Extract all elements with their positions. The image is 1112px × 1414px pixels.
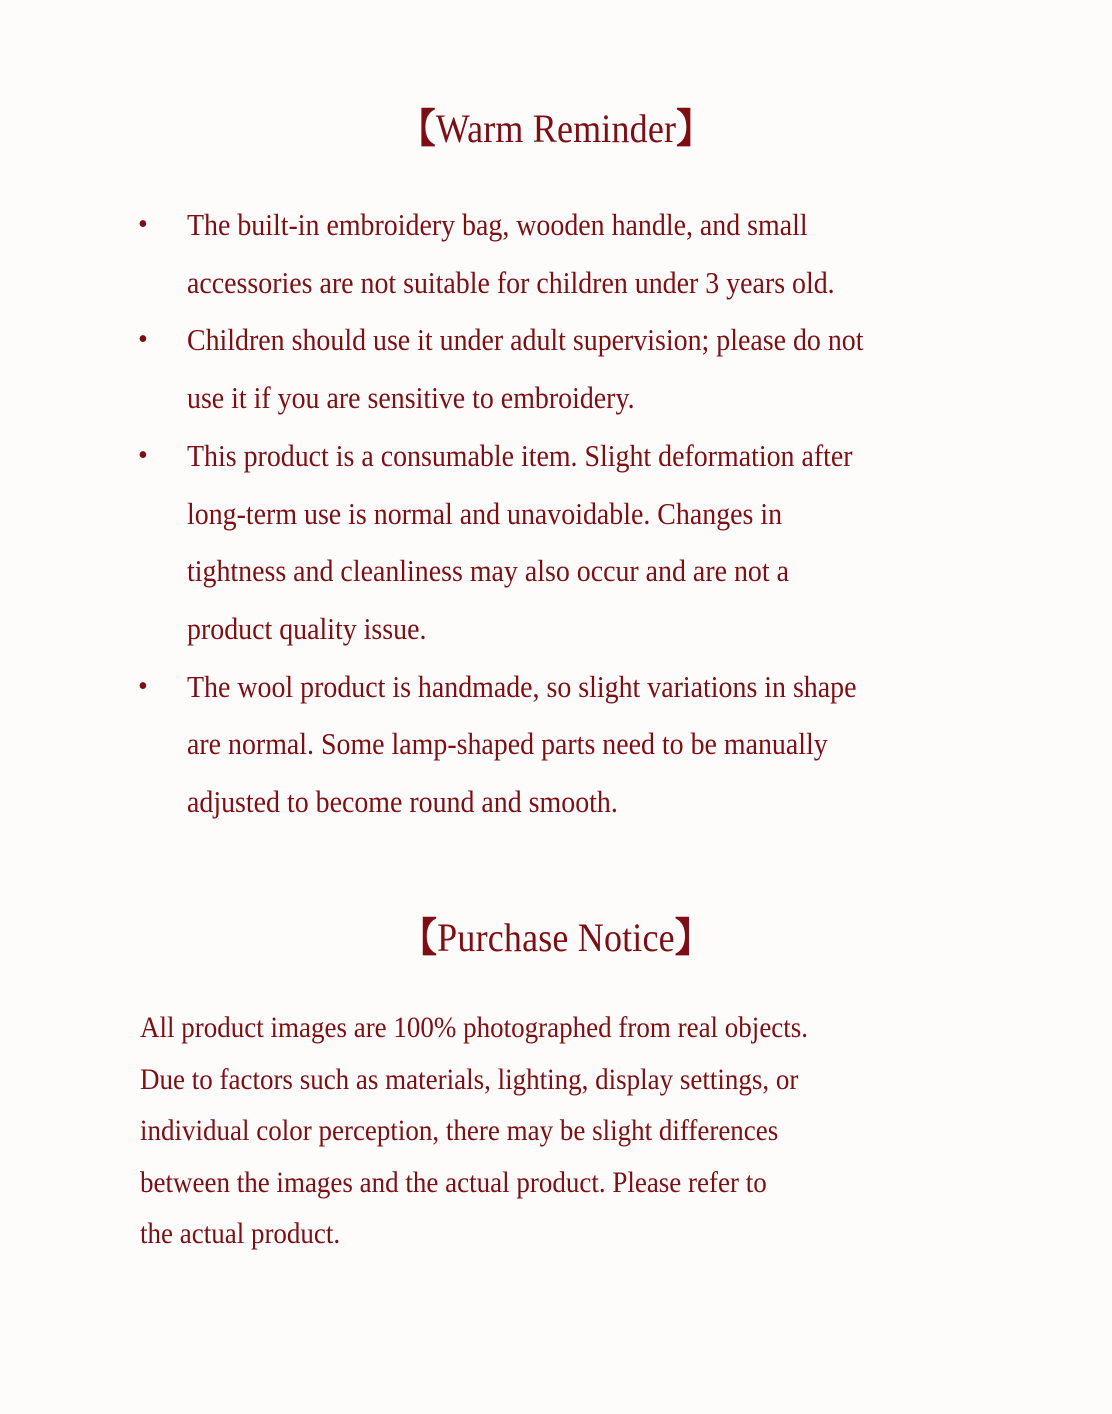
heading-bracket-close: 】 (676, 106, 713, 151)
list-item-line: product quality issue. (187, 610, 427, 646)
list-item (138, 658, 1038, 831)
list-item-line: This product is a consumable item. Slight deformation after (187, 437, 853, 473)
warm-reminder-title: Warm Reminder (435, 106, 677, 151)
list-item-line: accessories are not suitable for children under 3 years old. (187, 264, 835, 300)
paragraph-line: between the images and the actual product. Please refer to (140, 1165, 767, 1199)
list-item (138, 311, 1038, 426)
list-item-line: The built-in embroidery bag, wooden handle, and small (187, 207, 808, 242)
heading-bracket-open: 【 (399, 106, 436, 151)
paragraph-line: individual color perception, there may be slight differences (140, 1114, 779, 1148)
purchase-notice-title: Purchase Notice (437, 915, 675, 960)
bullet-icon: • (138, 670, 148, 702)
paragraph-line: the actual product. (140, 1217, 341, 1251)
list-item-line: are normal. Some lamp-shaped parts need to be manually (187, 726, 828, 762)
paragraph-line: Due to factors such as materials, lighting, display settings, or (140, 1062, 799, 1096)
heading-bracket-open: 【 (401, 915, 438, 960)
list-item-line: long-term use is normal and unavoidable. Changes in (187, 495, 783, 531)
paragraph-line: All product images are 100% photographed from real objects. (140, 1011, 809, 1044)
list-item-line: adjusted to become round and smooth. (187, 784, 618, 820)
list-item-line: Children should use it under adult supervision; please do not (187, 322, 864, 358)
list-item (138, 427, 1038, 658)
list-item-line: use it if you are sensitive to embroidery. (187, 380, 635, 416)
list-item-line: tightness and cleanliness may also occur and are not a (187, 553, 789, 589)
purchase-notice-heading (56, 913, 1057, 963)
list-item (138, 196, 1038, 311)
list-item-line: The wool product is handmade, so slight variations in shape (187, 668, 857, 704)
bullet-icon: • (138, 439, 148, 471)
warm-reminder-list (138, 196, 1038, 831)
bullet-icon: • (138, 324, 148, 356)
warm-reminder-heading (56, 104, 1057, 154)
purchase-notice-paragraph (140, 1002, 1040, 1260)
heading-bracket-close: 】 (674, 915, 711, 960)
bullet-icon: • (138, 209, 148, 240)
